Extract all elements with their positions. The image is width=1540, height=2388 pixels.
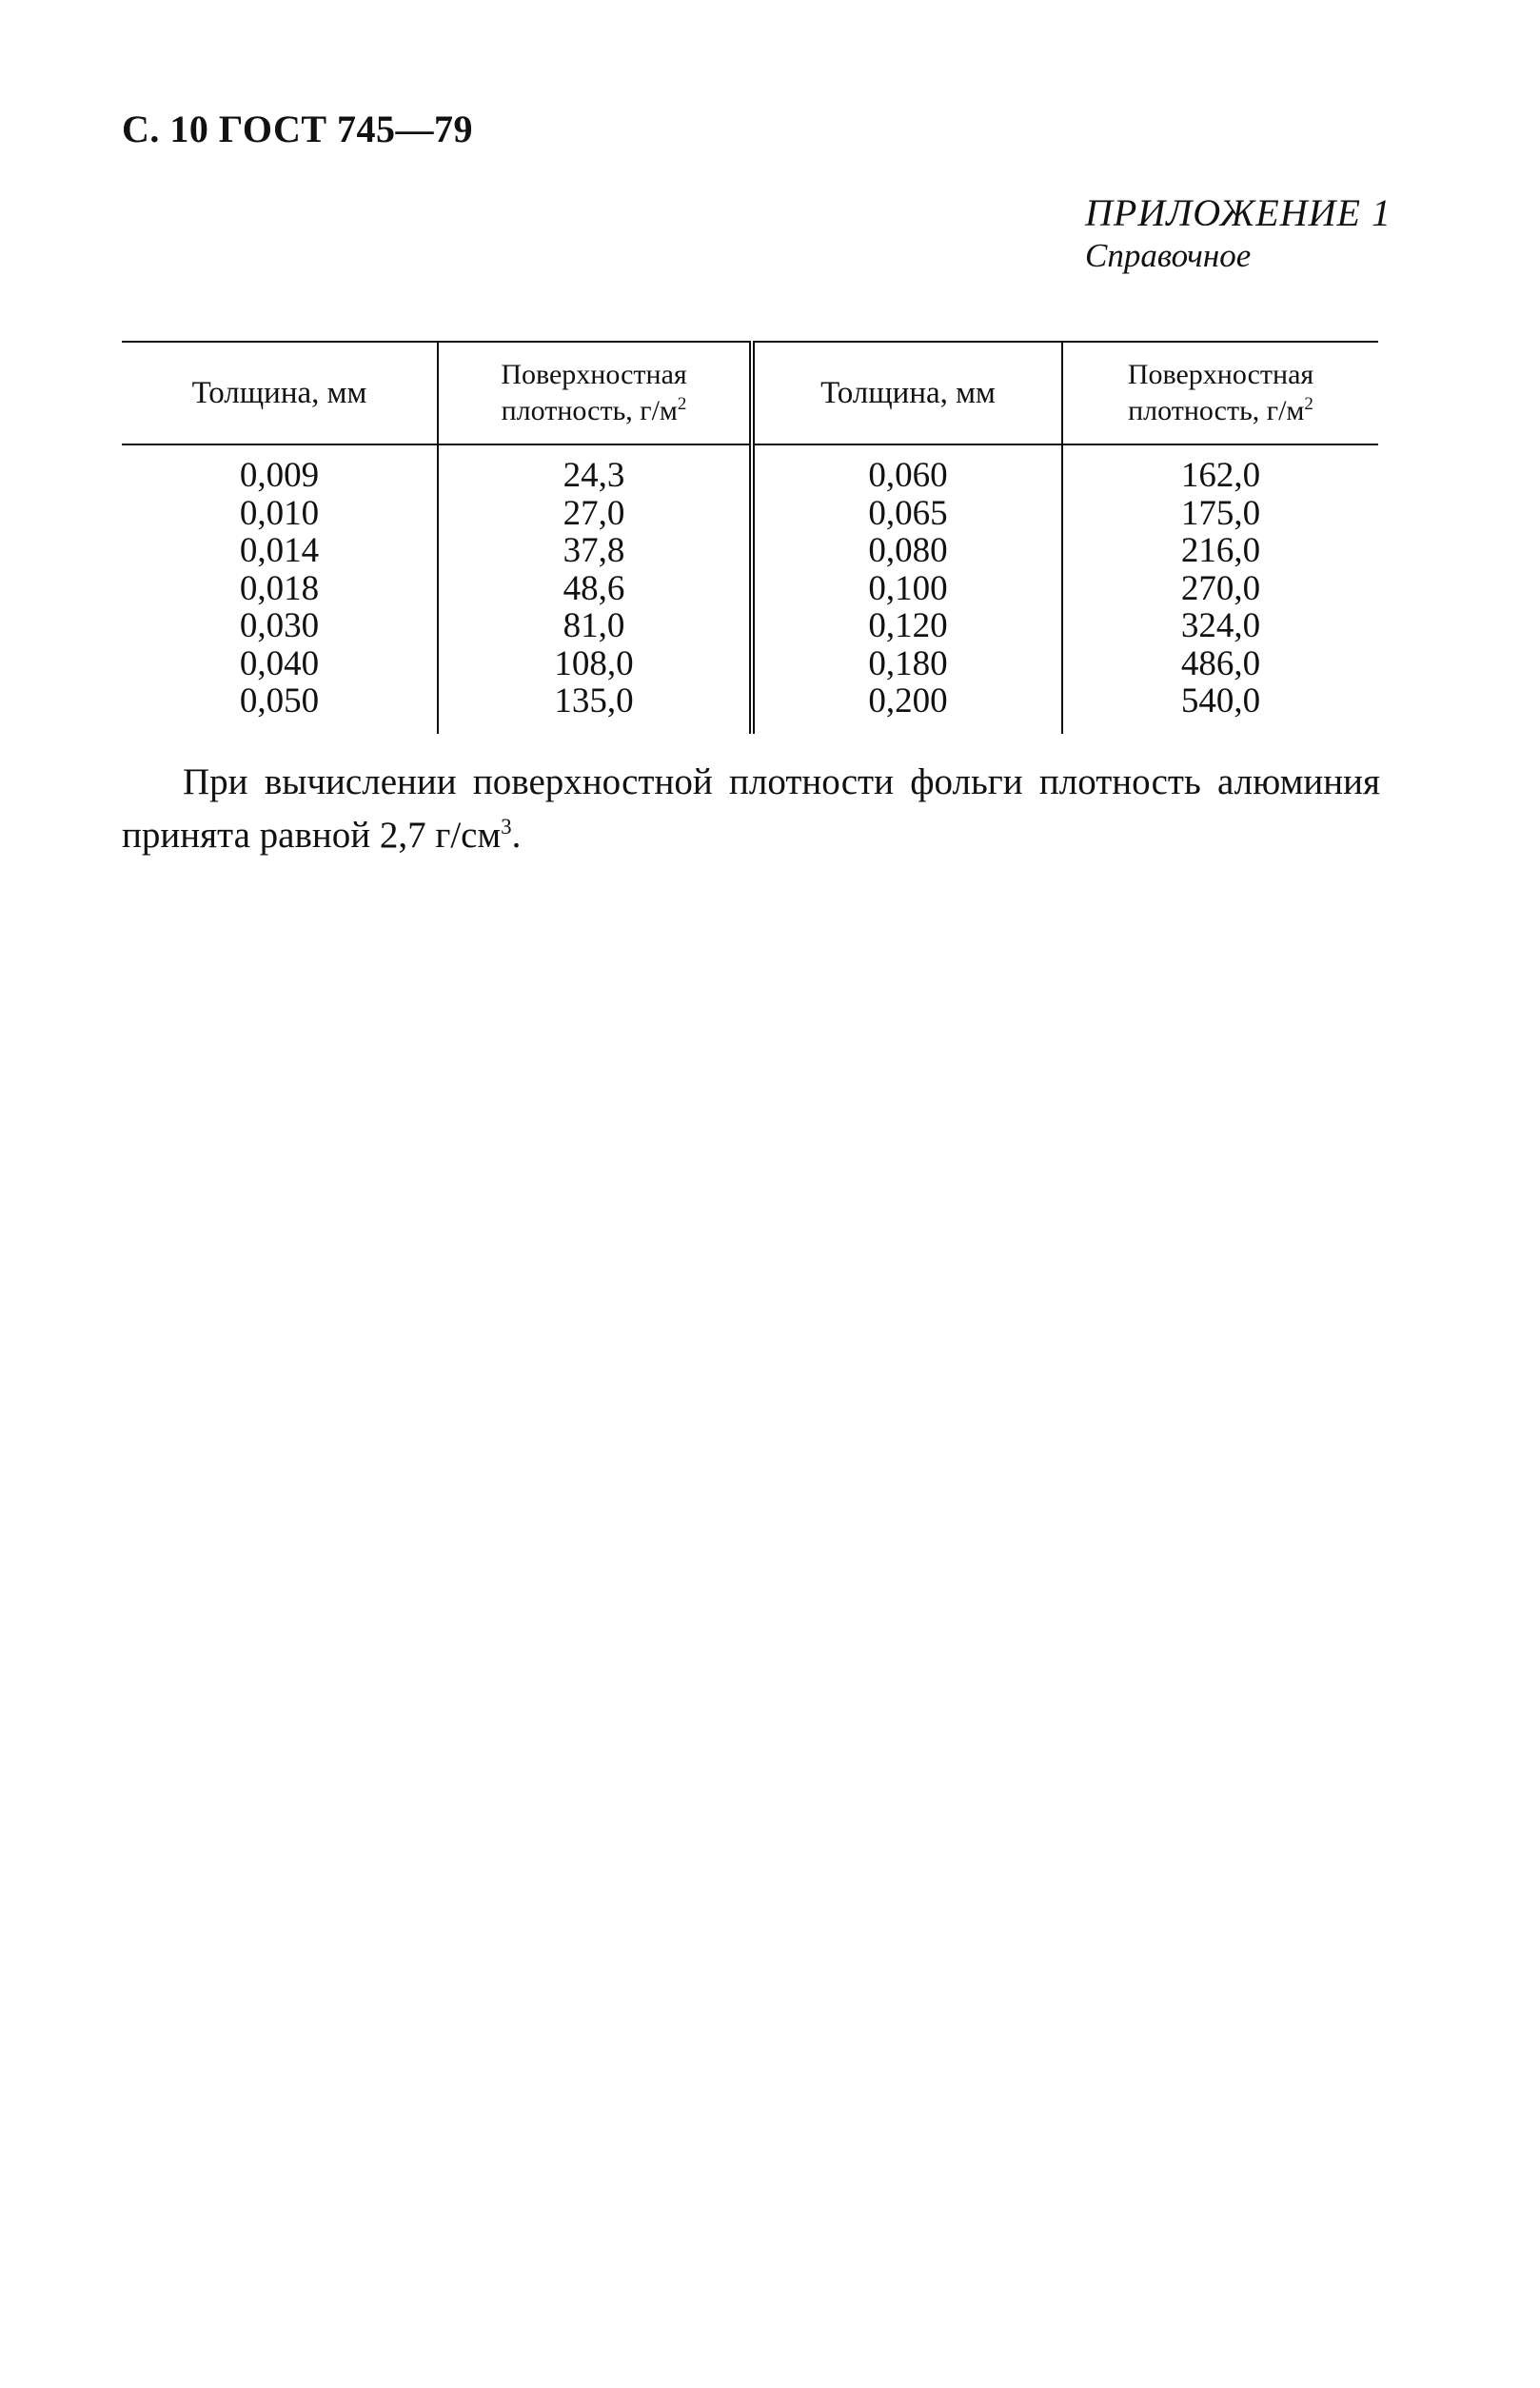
header-density-line1: Поверхностная bbox=[501, 359, 687, 390]
density-cell: 486,0 bbox=[1062, 645, 1378, 683]
density-cell: 162,0 bbox=[1062, 444, 1378, 495]
thickness-cell: 0,014 bbox=[239, 531, 320, 570]
header-density-line1: Поверхностная bbox=[1127, 359, 1314, 390]
density-cell: 324,0 bbox=[1062, 607, 1378, 645]
note-end: . bbox=[511, 815, 522, 856]
header-thickness-right: Толщина, мм bbox=[752, 342, 1062, 444]
appendix-subtitle: Справочное bbox=[1085, 237, 1252, 274]
header-thickness-left: Толщина, мм bbox=[122, 342, 438, 444]
table-row bbox=[122, 607, 1378, 645]
density-cell: 540,0 bbox=[1062, 682, 1378, 734]
density-cell: 175,0 bbox=[1062, 495, 1378, 533]
table-body bbox=[122, 444, 1378, 734]
header-density-sup: 2 bbox=[677, 394, 687, 414]
table-row bbox=[122, 532, 1378, 570]
header-row bbox=[122, 342, 1378, 444]
table-row bbox=[122, 570, 1378, 608]
header-density-sup: 2 bbox=[1304, 394, 1313, 414]
header-density-right bbox=[1062, 342, 1378, 444]
density-cell: 81,0 bbox=[438, 607, 752, 645]
thickness-cell: 0,018 bbox=[239, 568, 320, 608]
note-sup: 3 bbox=[501, 815, 512, 839]
density-cell: 108,0 bbox=[438, 645, 752, 683]
thickness-cell: 0,030 bbox=[239, 606, 320, 645]
appendix-title: ПРИЛОЖЕНИЕ 1 bbox=[1085, 191, 1392, 234]
density-table-container bbox=[122, 341, 1378, 734]
thickness-cell: 0,009 bbox=[239, 456, 320, 495]
density-cell: 48,6 bbox=[438, 570, 752, 608]
density-cell: 270,0 bbox=[1062, 570, 1378, 608]
thickness-cell: 0,200 bbox=[752, 682, 1062, 734]
table-row bbox=[122, 444, 1378, 495]
page-header: С. 10 ГОСТ 745—79 bbox=[122, 108, 474, 150]
thickness-cell: 0,180 bbox=[752, 645, 1062, 683]
density-table bbox=[122, 341, 1378, 734]
note-text: При вычислении поверхностной плотности фольги плотность алюминия принята равной 2,7 г/см bbox=[122, 761, 1380, 856]
density-note bbox=[122, 756, 1380, 862]
header-density-line2: плотность, г/м bbox=[501, 395, 678, 426]
thickness-cell: 0,040 bbox=[239, 643, 320, 683]
thickness-cell: 0,065 bbox=[752, 495, 1062, 533]
header-density-left bbox=[438, 342, 752, 444]
appendix-heading bbox=[1085, 190, 1392, 276]
table-header bbox=[122, 342, 1378, 444]
thickness-cell: 0,080 bbox=[752, 532, 1062, 570]
thickness-cell: 0,050 bbox=[239, 681, 320, 720]
thickness-cell: 0,010 bbox=[239, 493, 320, 533]
thickness-cell: 0,060 bbox=[752, 444, 1062, 495]
table-row bbox=[122, 495, 1378, 533]
header-density-line2: плотность, г/м bbox=[1128, 395, 1305, 426]
density-cell: 135,0 bbox=[438, 682, 752, 734]
table-row bbox=[122, 682, 1378, 734]
density-cell: 27,0 bbox=[438, 495, 752, 533]
table-row bbox=[122, 645, 1378, 683]
thickness-cell: 0,120 bbox=[752, 607, 1062, 645]
thickness-cell: 0,100 bbox=[752, 570, 1062, 608]
density-cell: 37,8 bbox=[438, 532, 752, 570]
density-cell: 24,3 bbox=[438, 444, 752, 495]
density-cell: 216,0 bbox=[1062, 532, 1378, 570]
